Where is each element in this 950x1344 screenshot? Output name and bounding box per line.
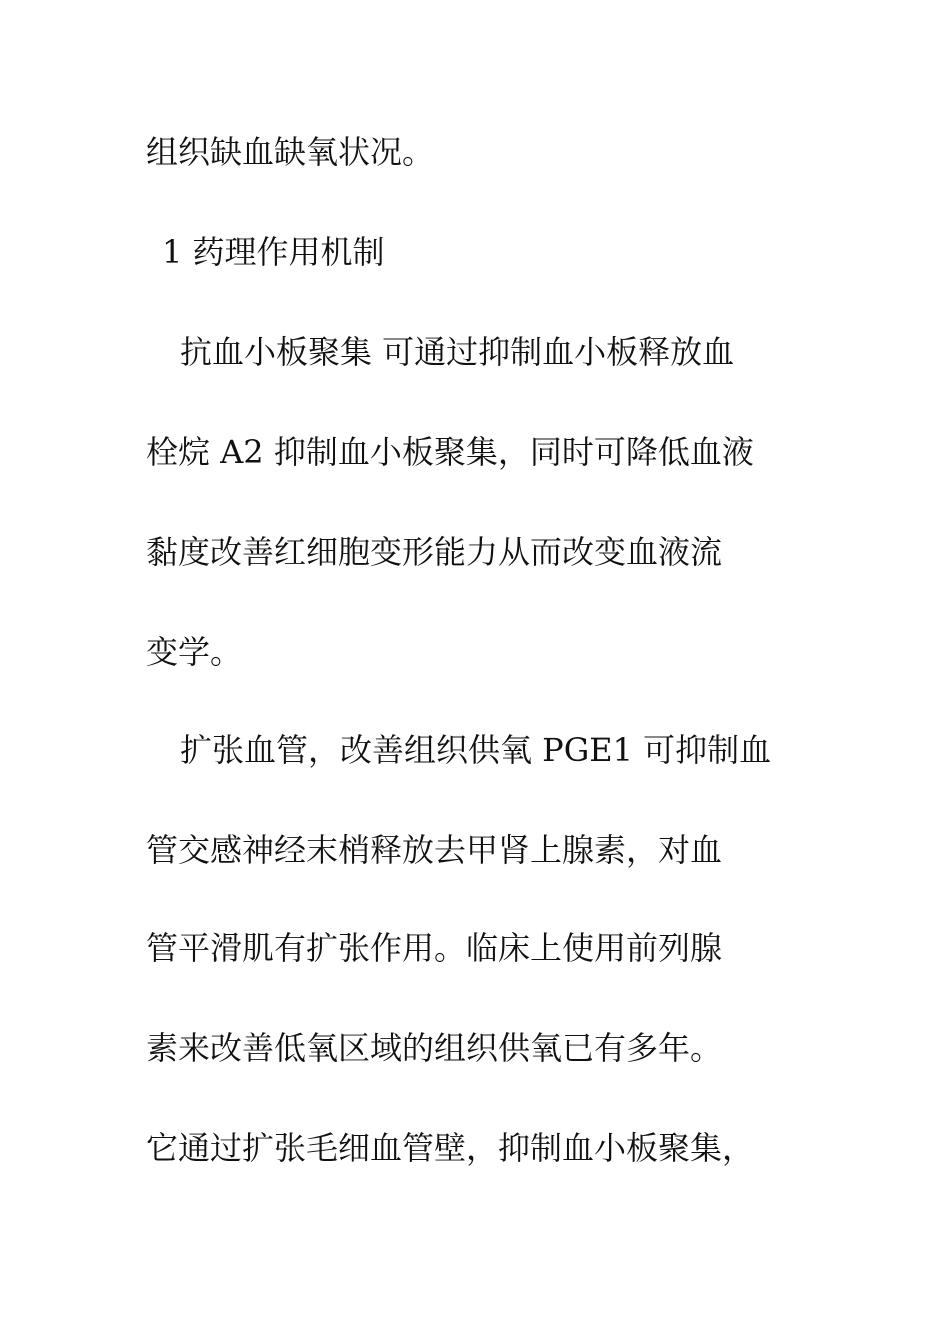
paragraph-line: 管交感神经末梢释放去甲肾上腺素，对血 — [146, 831, 723, 869]
paragraph-line: 组织缺血缺氧状况。 — [146, 133, 435, 171]
paragraph-line: 它通过扩张毛细血管壁，抑制血小板聚集， — [146, 1129, 755, 1167]
paragraph-line: 黏度改善红细胞变形能力从而改变血液流 — [146, 533, 723, 571]
paragraph-line: 扩张血管，改善组织供氧 PGE1 可抑制血 — [180, 731, 772, 769]
paragraph-line: 素来改善低氧区域的组织供氧已有多年。 — [146, 1029, 723, 1067]
section-heading: 1 药理作用机制 — [162, 233, 385, 271]
paragraph-line: 抗血小板聚集 可通过抑制血小板释放血 — [180, 333, 735, 371]
paragraph-line: 栓烷 A2 抑制血小板聚集，同时可降低血液 — [146, 433, 754, 471]
paragraph-line: 管平滑肌有扩张作用。临床上使用前列腺 — [146, 929, 723, 967]
paragraph-line: 变学。 — [146, 633, 243, 671]
